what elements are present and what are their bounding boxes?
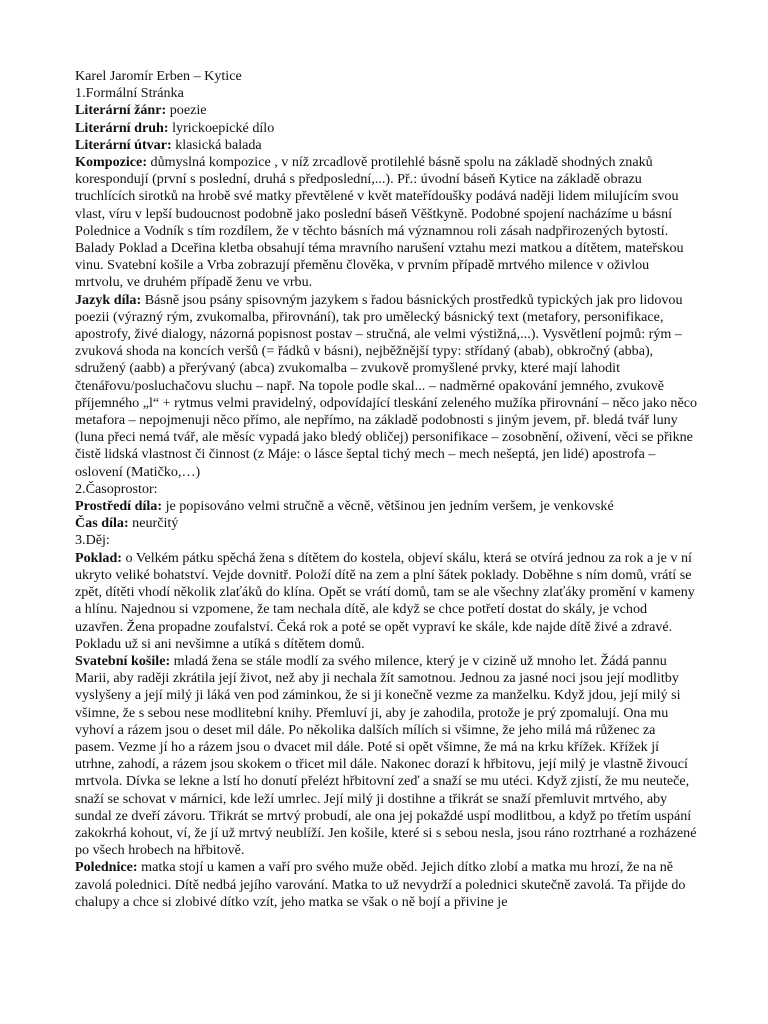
kind-value: lyrickoepické dílo: [168, 119, 275, 136]
language-label: Jazyk díla:: [75, 291, 142, 308]
kind-line: [75, 120, 697, 137]
time-line: [75, 515, 697, 532]
plot-polednice-text: matka stojí u kamen a vaří pro svého muže oběd. Jejich dítko zlobí a matka mu hrozí, že na ně zavolá polednici. Dítě nedbá jejího varování. Matka to už nevydrží a polednici skutečně zavolá. Ta přijde do chalupy a chce si zlobivé dítko vzít, jeho matka se však o ně bojí a přivine je: [75, 859, 686, 910]
composition-paragraph: [75, 154, 697, 292]
section-heading-formal: 1.Formální Stránka: [75, 85, 184, 102]
time-label: Čas díla:: [75, 515, 129, 532]
genre-label: Literární žánr:: [75, 102, 167, 119]
language-text: Básně jsou psány spisovným jazykem s řadou básnických prostředků typických jak pro lidovou poezii (výrazný rým, zvukomalba, přirovnání), tak pro umělecký básnický text (metafory, personifikace, apostrofy, živé dialogy, názorná popisnost postav – stručná, ale velmi výstižná,...). Vysvětlení pojmů: rým – zvuková shoda na koncích veršů (= řádků v básni), nejběžnější typy: střídaný (abab), obkročný (abba), sdružený (aabb) a přerývaný (abca) zvukomalba – zvukově promyšlené prvky, které mají lahodit čtenářovu/posluchačovu sluchu – např. Na topole podle skal... – nadměrné opakování jemného, zvukově příjemného „l“ + rytmus velmi pravidelný, odpovídající tleskání zeleného mužíka přirovnání – něco jako něco metafora – nepojmenuji něco přímo, ale nepřímo, na základě podobnosti s jiným jevem, př. bledá tvář luny (luna přeci nemá tvář, ale měsíc vypadá jako bledý obličej) personifikace – zosobnění, oživení, věci se přikne čistě lidská vlastnost či činnost (z Máje: o lásce šeptal tichý mech – mech nešeptá, jen lidé) apostrofa – oslovení (Matičko,…): [75, 291, 698, 480]
setting-value: je popisováno velmi stručně a věcně, většinou jen jedním veršem, je venkovské: [162, 498, 614, 515]
kind-label: Literární druh:: [75, 119, 169, 136]
plot-kosile-text: mladá žena se stále modlí za svého milence, který je v cizině už mnoho let. Žádá pannu Marii, aby raději zkrátila její život, než aby ji nechala žít samotnou. Jednou za jasné noci jsou její modlitby vyslyšeny a její milý ji láká ven pod záminkou, že si ji konečně vezme za manželku. Když jdou, její milý si všimne, že s sebou nese modlitební knihy. Přemluví ji, aby je zahodila, protože je prý zpomalují. Ona mu vyhoví a rázem jsou o deset mil dále. Po několika dalších mílích si všimne, že jeho milá má růženec za pasem. Vezme jí ho a rázem jsou o dvacet mil dále. Poté si opět všimne, že má na krku křížek. Křížek jí utrhne, zahodí, a rázem jsou skokem o třicet mil dále. Nakonec dorazí k hřbitovu, její milý je vlastně živoucí mrtvola. Dívka se lekne a lstí ho donutí přelézt hřbitovní zeď a snaží se mu utéci. Když zjistí, že mu neuteče, snaží se schovat v márnici, kde leží umrlec. Její milý ji dostihne a třikrát se snaží přemluvit mrtvého, aby sundal ze dveří závoru. Třikrát se mrtvý probudí, ale ona jej pokaždé uspí modlitbou, a když po třetím uspání zakokrhá kohout, ví, že jí už mrtvý neublíží. Jen košile, které si s sebou nesla, jsou ráno roztrhané a rozházené po všech hrobech na hřbitově.: [75, 652, 697, 859]
plot-polednice-paragraph: [75, 859, 697, 911]
document-page: [75, 68, 697, 911]
section-heading-timespace: 2.Časoprostor:: [75, 480, 158, 497]
form-line: [75, 137, 697, 154]
setting-label: Prostředí díla:: [75, 498, 163, 515]
form-value: klasická balada: [171, 136, 262, 153]
time-value: neurčitý: [128, 515, 179, 532]
composition-text: důmyslná kompozice , v níž zrcadlově protilehlé básně spolu na základě shodných znaků korespondují (první s poslední, druhá s předposlední,...). Př.: úvodní báseň Kytice na základě obrazu truchlících sirotků na hrobě své matky převtělené v květ mateřídoušky podává naději lidem milujícím svou vlast, víru v lepší budoucnost podobně jako poslední báseň Věštkyně. Podobné spojení nacházíme u básní Polednice a Vodník s tím rozdílem, že v těchto básních má významnou roli zásah nadpřirozených bytostí. Balady Poklad a Dceřina kletba obsahují téma mravního narušení vztahu mezi matkou a dítětem, mateřskou vinu. Svatební košile a Vrba zobrazují přeměnu člověka, v prvním případě mrtvého milence v oživlou mrtvolu, ve druhém případě ženu ve vrbu.: [75, 154, 684, 291]
document-title: Karel Jaromír Erben – Kytice: [75, 68, 242, 84]
setting-line: [75, 498, 697, 515]
plot-kosile-paragraph: [75, 653, 697, 859]
plot-kosile-label: Svatební košile:: [75, 652, 171, 669]
genre-line: [75, 102, 697, 119]
plot-polednice-label: Polednice:: [75, 859, 138, 876]
section-heading-plot: 3.Děj:: [75, 532, 110, 549]
plot-poklad-paragraph: [75, 550, 697, 653]
plot-poklad-label: Poklad:: [75, 549, 122, 566]
genre-value: poezie: [166, 102, 207, 119]
plot-poklad-text: o Velkém pátku spěchá žena s dítětem do kostela, objeví skálu, která se otvírá jednou za rok a je v ní ukryto veliké bohatství. Vejde dovnitř. Položí dítě na zem a plní šátek poklady. Doběhne s ním domů, vrátí se zpět, dítěti vhodí několik zlaťáků do klína. Opět se vrátí domů, tam se ale všechny zlaťáky promění v kameny a hlínu. Najednou si vzpomene, že tam nechala dítě, ale když se chce potřetí dostat do skály, je vchod uzavřen. Žena propadne zoufalství. Čeká rok a poté se opět vypraví ke skále, kde najde dítě živé a zdravé. Pokladu už si ani nevšimne a utíká s dítětem domů.: [75, 549, 695, 652]
composition-label: Kompozice:: [75, 154, 148, 171]
language-paragraph: [75, 292, 697, 481]
form-label: Literární útvar:: [75, 136, 172, 153]
